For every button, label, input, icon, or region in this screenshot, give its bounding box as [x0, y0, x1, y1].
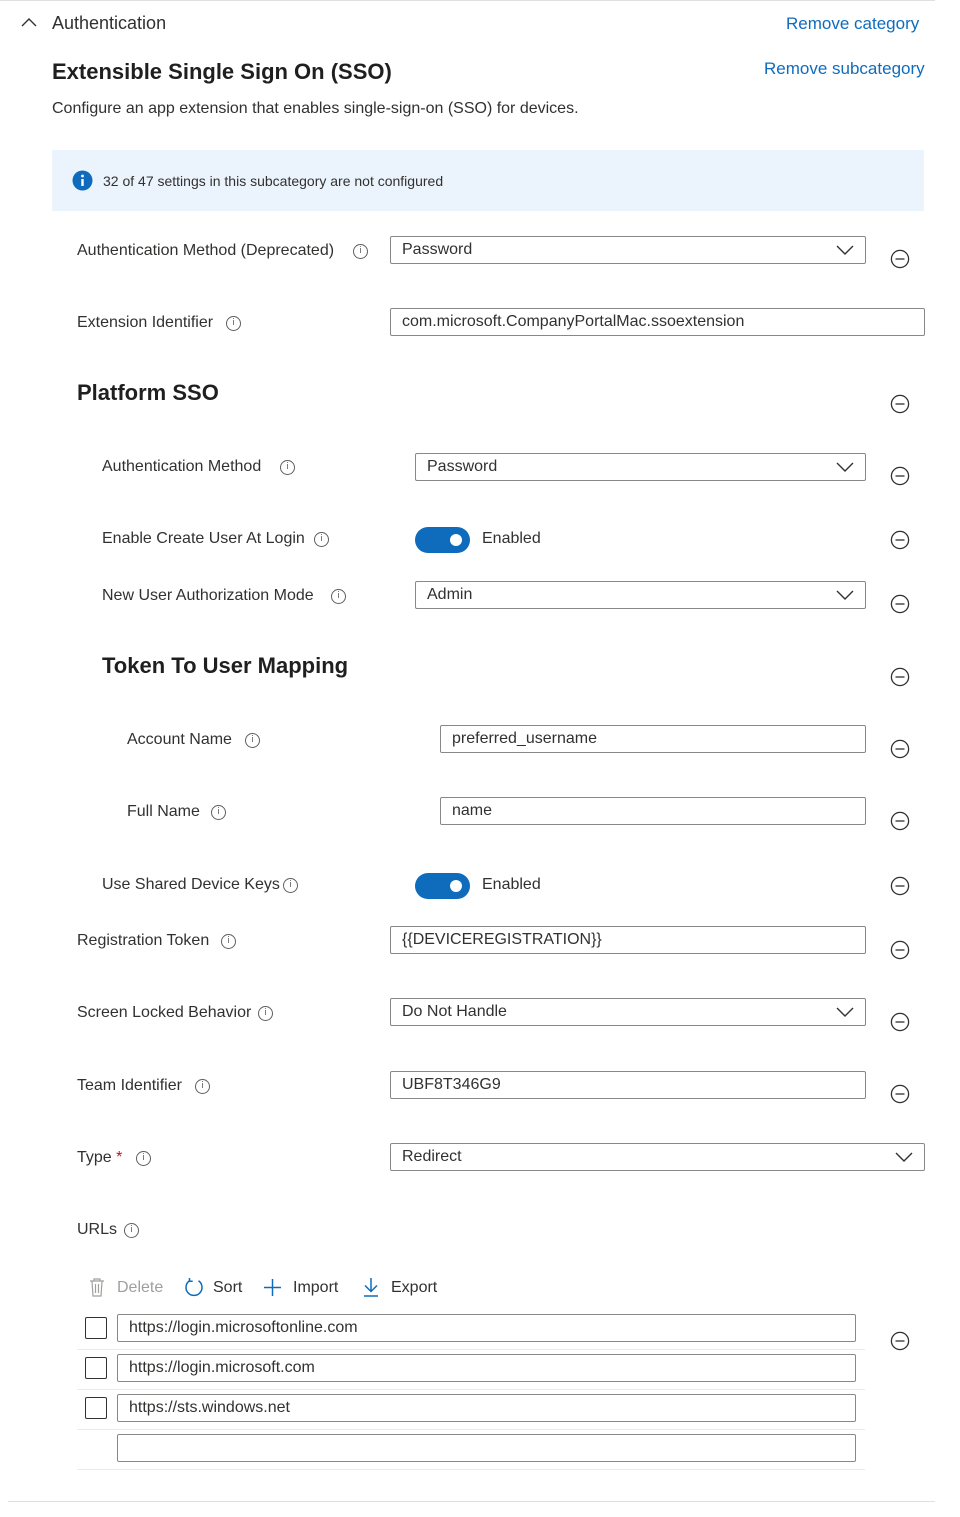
row-checkbox[interactable]	[85, 1317, 107, 1339]
remove-setting-icon[interactable]	[890, 594, 910, 614]
token-mapping-heading: Token To User Mapping	[102, 653, 349, 678]
screen-locked-value: Do Not Handle	[402, 1003, 507, 1020]
remove-setting-icon[interactable]	[890, 466, 910, 486]
shared-device-keys-state: Enabled	[482, 876, 541, 893]
team-identifier-label: Team Identifier	[77, 1077, 182, 1094]
delete-button[interactable]: Delete	[117, 1279, 164, 1296]
type-value: Redirect	[402, 1148, 462, 1165]
info-icon[interactable]: i	[314, 532, 329, 547]
info-icon[interactable]: i	[195, 1079, 210, 1094]
platform-auth-method-label: Authentication Method	[102, 458, 262, 475]
remove-setting-icon[interactable]	[890, 811, 910, 831]
sort-icon	[184, 1277, 204, 1297]
table-row	[77, 1349, 865, 1390]
remove-setting-icon[interactable]	[890, 739, 910, 759]
remove-category-link[interactable]: Remove category	[786, 14, 920, 33]
chevron-up-icon[interactable]	[21, 16, 37, 28]
plus-icon	[263, 1278, 282, 1297]
extension-identifier-label: Extension Identifier	[77, 314, 214, 331]
info-icon[interactable]: i	[136, 1151, 151, 1166]
remove-subcategory-link[interactable]: Remove subcategory	[764, 59, 925, 78]
url-table	[77, 1309, 865, 1469]
url-input[interactable]: https://login.microsoftonline.com	[117, 1314, 856, 1342]
info-icon[interactable]: i	[124, 1223, 139, 1238]
info-icon[interactable]: i	[283, 878, 298, 893]
category-title[interactable]: Authentication	[52, 13, 167, 33]
url-input[interactable]: https://login.microsoft.com	[117, 1354, 856, 1382]
auth-method-deprecated-label: Authentication Method (Deprecated)	[77, 242, 335, 259]
top-divider	[0, 0, 935, 1]
row-checkbox[interactable]	[85, 1397, 107, 1419]
remove-setting-icon[interactable]	[890, 1084, 910, 1104]
remove-setting-icon[interactable]	[890, 876, 910, 896]
platform-sso-heading: Platform SSO	[77, 380, 219, 405]
enable-create-user-state: Enabled	[482, 530, 541, 547]
bottom-divider	[8, 1501, 935, 1502]
screen-locked-dropdown[interactable]	[390, 998, 866, 1026]
platform-auth-method-value: Password	[427, 458, 498, 475]
remove-setting-icon[interactable]	[890, 394, 910, 414]
table-row	[77, 1389, 865, 1430]
extension-identifier-input[interactable]: com.microsoft.CompanyPortalMac.ssoextension	[390, 308, 925, 336]
info-icon[interactable]: i	[221, 934, 236, 949]
enable-create-user-label: Enable Create User At Login	[102, 530, 305, 547]
info-icon[interactable]: i	[280, 460, 295, 475]
type-dropdown[interactable]	[390, 1143, 925, 1171]
chevron-down-icon	[835, 241, 855, 259]
registration-token-input[interactable]: {{DEVICEREGISTRATION}}	[390, 926, 866, 954]
banner-text: 32 of 47 settings in this subcategory are not configured	[103, 173, 444, 189]
team-identifier-input[interactable]: UBF8T346G9	[390, 1071, 866, 1099]
remove-setting-icon[interactable]	[890, 940, 910, 960]
shared-device-keys-label: Use Shared Device Keys	[102, 876, 280, 893]
subcategory-title: Extensible Single Sign On (SSO)	[52, 59, 392, 84]
info-icon[interactable]: i	[331, 589, 346, 604]
info-icon[interactable]: i	[226, 316, 241, 331]
chevron-down-icon	[835, 586, 855, 604]
info-banner	[52, 150, 924, 211]
new-user-auth-mode-label: New User Authorization Mode	[102, 587, 314, 604]
remove-setting-icon[interactable]	[890, 249, 910, 269]
remove-setting-icon[interactable]	[890, 667, 910, 687]
platform-auth-method-dropdown[interactable]	[415, 453, 866, 481]
full-name-label: Full Name	[127, 803, 200, 820]
new-url-input[interactable]	[117, 1434, 856, 1462]
shared-device-keys-toggle[interactable]	[415, 873, 470, 899]
chevron-down-icon	[835, 1003, 855, 1021]
export-button[interactable]: Export	[391, 1279, 438, 1296]
info-icon[interactable]: i	[211, 805, 226, 820]
remove-setting-icon[interactable]	[890, 1331, 910, 1351]
account-name-input[interactable]: preferred_username	[440, 725, 866, 753]
subcategory-description: Configure an app extension that enables single-sign-on (SSO) for devices.	[52, 100, 579, 117]
remove-setting-icon[interactable]	[890, 1012, 910, 1032]
account-name-label: Account Name	[127, 731, 232, 748]
screen-locked-label: Screen Locked Behavior	[77, 1004, 252, 1021]
registration-token-label: Registration Token	[77, 932, 210, 949]
required-mark: *	[116, 1149, 123, 1166]
auth-method-deprecated-value: Password	[402, 241, 473, 258]
auth-method-deprecated-dropdown[interactable]	[390, 236, 866, 264]
new-user-auth-mode-dropdown[interactable]	[415, 581, 866, 609]
type-label-text: Type	[77, 1149, 112, 1166]
type-label	[77, 1149, 122, 1167]
enable-create-user-toggle[interactable]	[415, 527, 470, 553]
chevron-down-icon	[894, 1148, 914, 1166]
urls-label: URLs	[77, 1221, 118, 1238]
row-checkbox[interactable]	[85, 1357, 107, 1379]
info-icon[interactable]: i	[245, 733, 260, 748]
import-button[interactable]: Import	[293, 1279, 339, 1296]
trash-icon	[88, 1277, 106, 1297]
new-user-auth-mode-value: Admin	[427, 586, 473, 603]
table-row	[77, 1429, 865, 1470]
url-input[interactable]: https://sts.windows.net	[117, 1394, 856, 1422]
chevron-down-icon	[835, 458, 855, 476]
full-name-input[interactable]: name	[440, 797, 866, 825]
info-icon[interactable]: i	[258, 1006, 273, 1021]
info-icon[interactable]: i	[353, 244, 368, 259]
info-filled-icon	[72, 170, 93, 191]
table-row	[77, 1309, 865, 1350]
download-icon	[362, 1276, 380, 1298]
sort-button[interactable]: Sort	[213, 1279, 243, 1296]
remove-setting-icon[interactable]	[890, 530, 910, 550]
